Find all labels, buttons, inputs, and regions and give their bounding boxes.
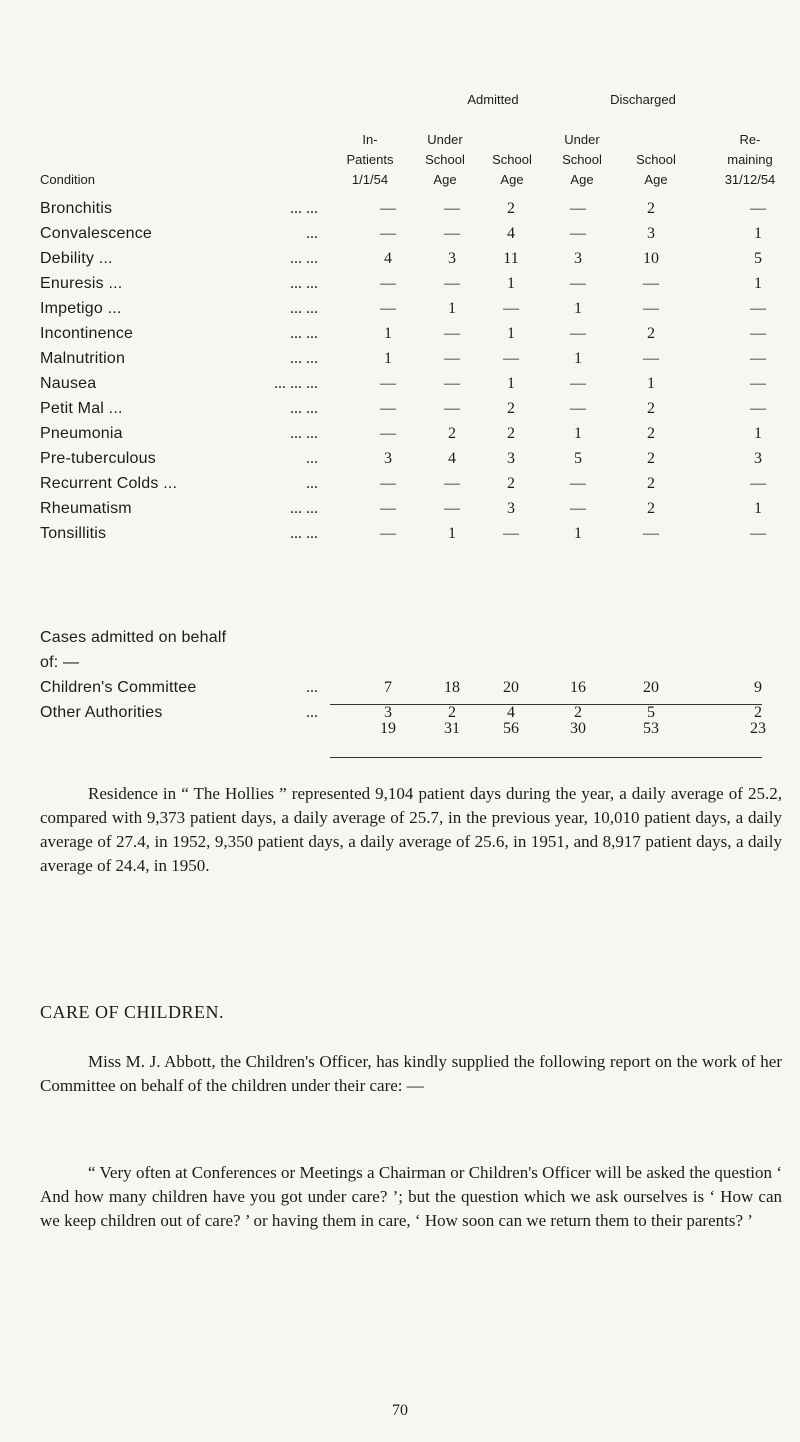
table-row-behalf: [0, 702, 800, 724]
cell-discharged-school-age: —: [643, 525, 659, 542]
cell-inpatients: —: [380, 475, 396, 492]
cell-discharged-school-age: 20: [643, 679, 659, 696]
cell-admitted-school-age: 2: [507, 475, 515, 492]
condition-label: Pre-tuberculous: [40, 450, 156, 467]
cell-admitted-under-school-age: 3: [448, 250, 456, 267]
cell-discharged-under-school-age: —: [570, 200, 586, 217]
total-admitted-school-age: 56: [503, 720, 519, 737]
cell-admitted-school-age: —: [503, 350, 519, 367]
cell-admitted-school-age: 3: [507, 500, 515, 517]
leader-dots: ... ...: [290, 525, 318, 542]
table-row: [0, 273, 800, 295]
cell-admitted-under-school-age: —: [444, 200, 460, 217]
cell-inpatients: —: [380, 300, 396, 317]
cell-discharged-under-school-age: 1: [574, 300, 582, 317]
cell-admitted-under-school-age: 1: [448, 300, 456, 317]
leader-dots: ... ...: [290, 325, 318, 342]
table-row: [0, 423, 800, 445]
column-header-condition: Condition: [40, 172, 95, 187]
leader-dots: ... ... ...: [274, 375, 318, 392]
care-paragraph-intro: Miss M. J. Abbott, the Children's Officer, has kindly supplied the following report on the work of her Committee on behalf of the children under their care: —: [40, 1052, 782, 1095]
cell-inpatients: —: [380, 225, 396, 242]
table-row: [0, 223, 800, 245]
cell-remaining: 1: [754, 225, 762, 242]
cell-admitted-school-age: 2: [507, 200, 515, 217]
leader-dots: ...: [306, 450, 318, 467]
cell-inpatients: —: [380, 525, 396, 542]
leader-dots: ... ...: [290, 275, 318, 292]
condition-label: Petit Mal ...: [40, 400, 123, 417]
cell-inpatients: —: [380, 500, 396, 517]
cell-discharged-school-age: 5: [647, 704, 655, 721]
table-row: [0, 323, 800, 345]
cell-remaining: —: [750, 350, 766, 367]
cell-admitted-under-school-age: —: [444, 275, 460, 292]
column-header-admitted-school-age: School Age: [492, 152, 532, 187]
cell-inpatients: —: [380, 400, 396, 417]
cell-discharged-under-school-age: —: [570, 225, 586, 242]
cell-discharged-school-age: 2: [647, 475, 655, 492]
table-row: [0, 373, 800, 395]
cell-admitted-school-age: 4: [507, 704, 515, 721]
cell-admitted-under-school-age: —: [444, 500, 460, 517]
cell-admitted-under-school-age: 2: [448, 425, 456, 442]
cell-admitted-school-age: —: [503, 300, 519, 317]
cell-discharged-under-school-age: 1: [574, 425, 582, 442]
cell-discharged-under-school-age: 1: [574, 525, 582, 542]
cell-inpatients: 4: [384, 250, 392, 267]
cell-admitted-under-school-age: —: [444, 325, 460, 342]
leader-dots: ...: [306, 704, 318, 721]
cell-admitted-under-school-age: 1: [448, 525, 456, 542]
total-admitted-under-school-age: 31: [444, 720, 460, 737]
cell-discharged-under-school-age: 1: [574, 350, 582, 367]
cell-inpatients: —: [380, 425, 396, 442]
condition-label: Incontinence: [40, 325, 134, 342]
group-header-discharged: Discharged: [610, 92, 676, 107]
leader-dots: ... ...: [290, 350, 318, 367]
cell-remaining: 9: [754, 679, 762, 696]
table-row-behalf: [0, 677, 800, 699]
leader-dots: ...: [306, 225, 318, 242]
condition-label: Recurrent Colds ...: [40, 475, 178, 492]
cell-remaining: —: [750, 400, 766, 417]
table-row: [0, 473, 800, 495]
cell-admitted-school-age: 2: [507, 400, 515, 417]
condition-label: Other Authorities: [40, 704, 163, 721]
cell-discharged-under-school-age: —: [570, 500, 586, 517]
cell-remaining: 3: [754, 450, 762, 467]
column-header-inpatients: In- Patients 1/1/54: [346, 132, 394, 187]
table-row: [0, 248, 800, 270]
column-header-admitted-under-school-age: Under School Age: [425, 132, 465, 187]
cell-remaining: 1: [754, 425, 762, 442]
leader-dots: ... ...: [290, 300, 318, 317]
cell-admitted-under-school-age: —: [444, 375, 460, 392]
cell-remaining: —: [750, 300, 766, 317]
cell-inpatients: 3: [384, 450, 392, 467]
column-header-discharged-under-school-age: Under School Age: [562, 132, 602, 187]
cell-discharged-under-school-age: —: [570, 475, 586, 492]
behalf-heading-continued: of: —: [40, 654, 80, 671]
cell-admitted-school-age: 1: [507, 325, 515, 342]
cell-remaining: 1: [754, 275, 762, 292]
cell-admitted-under-school-age: 18: [444, 679, 460, 696]
cell-discharged-under-school-age: 2: [574, 704, 582, 721]
group-header-admitted: Admitted: [467, 92, 519, 107]
cell-admitted-under-school-age: 2: [448, 704, 456, 721]
care-paragraph-quote: “ Very often at Conferences or Meetings a Chairman or Children's Officer will be asked the question ‘ And how many children have you got under care? ’; but the question which we ask ourselves is ‘ How can we keep children out of care? ’ or having them in care, ‘ How soon can we return them to their parents? ’: [40, 1163, 782, 1230]
cell-discharged-school-age: 2: [647, 425, 655, 442]
cell-inpatients: 1: [384, 325, 392, 342]
cell-admitted-school-age: 4: [507, 225, 515, 242]
total-inpatients: 19: [380, 720, 396, 737]
cell-discharged-school-age: —: [643, 275, 659, 292]
cell-remaining: —: [750, 475, 766, 492]
condition-label: Rheumatism: [40, 500, 132, 517]
cell-discharged-school-age: 2: [647, 500, 655, 517]
cell-inpatients: 7: [384, 679, 392, 696]
cell-discharged-under-school-age: —: [570, 275, 586, 292]
condition-label: Nausea: [40, 375, 97, 392]
condition-label: Convalescence: [40, 225, 152, 242]
cell-discharged-under-school-age: —: [570, 375, 586, 392]
cell-admitted-under-school-age: 4: [448, 450, 456, 467]
leader-dots: ... ...: [290, 250, 318, 267]
cell-inpatients: 1: [384, 350, 392, 367]
cell-inpatients: —: [380, 375, 396, 392]
cell-remaining: 2: [754, 704, 762, 721]
cell-discharged-school-age: —: [643, 300, 659, 317]
cell-admitted-school-age: 1: [507, 375, 515, 392]
cell-admitted-under-school-age: —: [444, 225, 460, 242]
cell-admitted-school-age: —: [503, 525, 519, 542]
total-discharged-school-age: 53: [643, 720, 659, 737]
page-number: 70: [392, 1402, 408, 1419]
table-row: [0, 523, 800, 545]
cell-remaining: —: [750, 325, 766, 342]
cell-admitted-under-school-age: —: [444, 400, 460, 417]
section-heading-care-of-children: CARE OF CHILDREN.: [40, 1002, 225, 1022]
table-row: [0, 498, 800, 520]
cell-inpatients: —: [380, 275, 396, 292]
leader-dots: ...: [306, 475, 318, 492]
behalf-heading: Cases admitted on behalf: [40, 629, 227, 646]
cell-discharged-under-school-age: 5: [574, 450, 582, 467]
total-discharged-under-school-age: 30: [570, 720, 586, 737]
cell-remaining: —: [750, 375, 766, 392]
leader-dots: ... ...: [290, 400, 318, 417]
cell-admitted-school-age: 1: [507, 275, 515, 292]
residence-paragraph: Residence in “ The Hollies ” represented 9,104 patient days during the year, a daily average of 25.2, compared with 9,373 patient days, a daily average of 25.7, in the previous year, 10,010 patient days, a daily average of 27.4, in 1952, 9,350 patient days, a daily average of 25.6, in 1951, and 8,917 patient days, a daily average of 24.4, in 1950.: [40, 784, 782, 875]
cell-discharged-school-age: 2: [647, 325, 655, 342]
cell-discharged-school-age: —: [643, 350, 659, 367]
cell-admitted-school-age: 3: [507, 450, 515, 467]
table-row: [0, 198, 800, 220]
cell-inpatients: —: [380, 200, 396, 217]
condition-label: Enuresis ...: [40, 275, 123, 292]
condition-label: Impetigo ...: [40, 300, 122, 317]
cell-admitted-school-age: 20: [503, 679, 519, 696]
cell-admitted-school-age: 11: [503, 250, 519, 267]
cell-discharged-under-school-age: 3: [574, 250, 582, 267]
cell-remaining: 5: [754, 250, 762, 267]
cell-admitted-under-school-age: —: [444, 350, 460, 367]
column-header-discharged-school-age: School Age: [636, 152, 676, 187]
leader-dots: ... ...: [290, 500, 318, 517]
cell-discharged-under-school-age: —: [570, 325, 586, 342]
table-row: [0, 348, 800, 370]
cell-discharged-school-age: 10: [643, 250, 659, 267]
leader-dots: ... ...: [290, 200, 318, 217]
condition-label: Tonsillitis: [40, 525, 107, 542]
column-header-remaining: Re- maining 31/12/54: [724, 132, 776, 187]
condition-label: Bronchitis: [40, 200, 113, 217]
cell-remaining: 1: [754, 500, 762, 517]
cell-discharged-under-school-age: 16: [570, 679, 586, 696]
leader-dots: ...: [306, 679, 318, 696]
cell-discharged-school-age: 2: [647, 400, 655, 417]
cell-discharged-school-age: 1: [647, 375, 655, 392]
cell-admitted-school-age: 2: [507, 425, 515, 442]
cell-discharged-school-age: 3: [647, 225, 655, 242]
total-remaining: 23: [750, 720, 766, 737]
condition-label: Children's Committee: [40, 679, 197, 696]
condition-label: Malnutrition: [40, 350, 126, 367]
condition-label: Pneumonia: [40, 425, 123, 442]
cell-discharged-under-school-age: —: [570, 400, 586, 417]
condition-label: Debility ...: [40, 250, 113, 267]
table-row: [0, 398, 800, 420]
leader-dots: ... ...: [290, 425, 318, 442]
cell-discharged-school-age: 2: [647, 200, 655, 217]
table-row: [0, 448, 800, 470]
total-rule-bottom: [330, 757, 762, 758]
cell-discharged-school-age: 2: [647, 450, 655, 467]
cell-admitted-under-school-age: —: [444, 475, 460, 492]
cell-remaining: —: [750, 200, 766, 217]
table-row: [0, 298, 800, 320]
cell-remaining: —: [750, 525, 766, 542]
cell-inpatients: 3: [384, 704, 392, 721]
